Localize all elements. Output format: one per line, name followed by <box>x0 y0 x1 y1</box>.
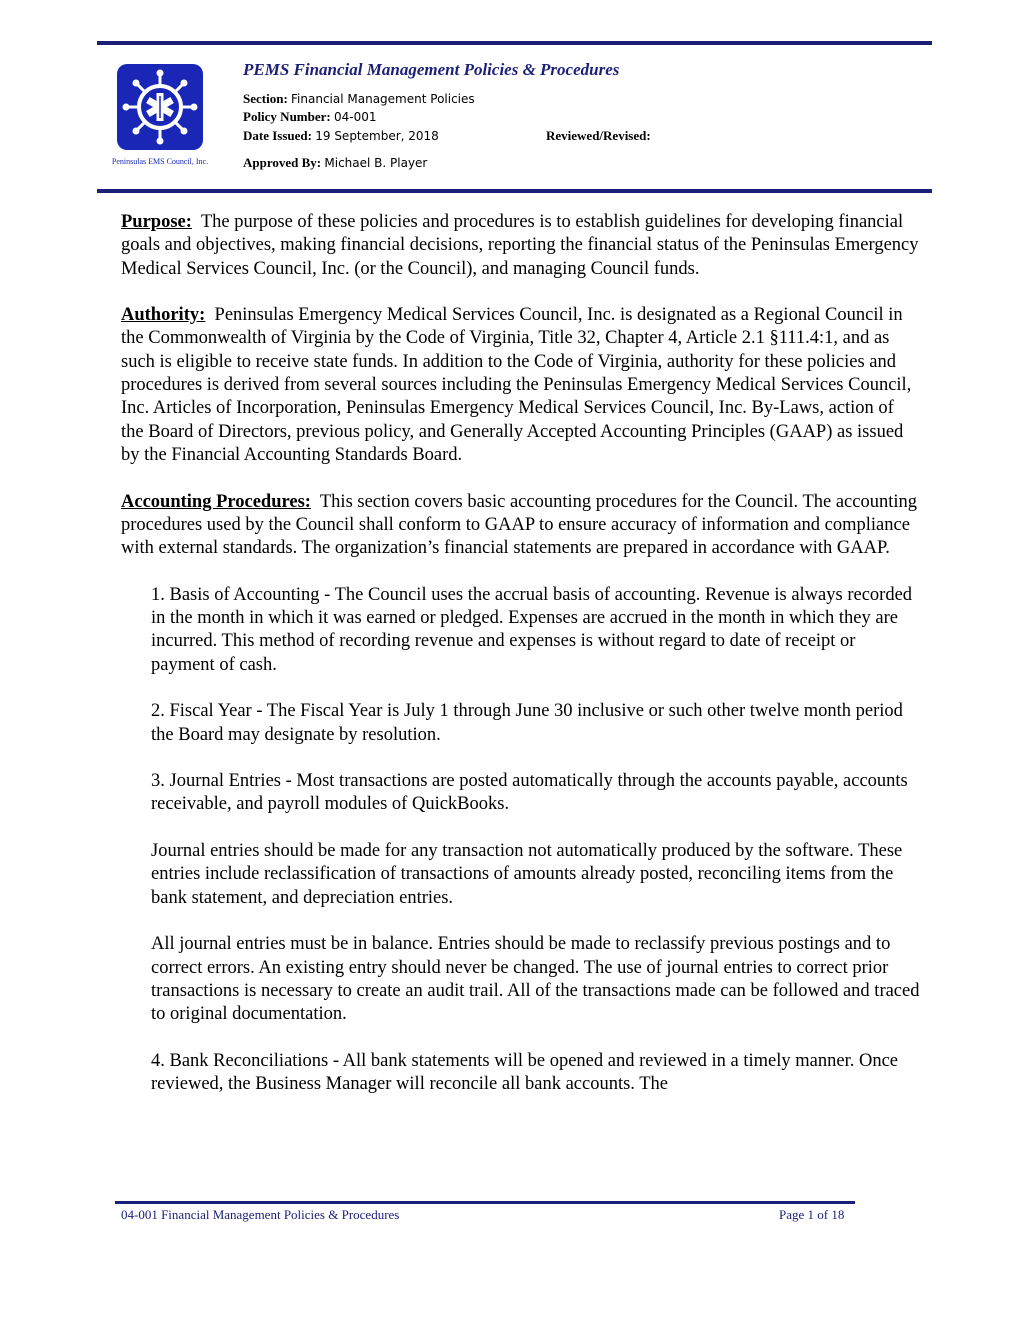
authority-label: Authority: <box>121 305 206 326</box>
document-title: PEMS Financial Management Policies & Procedures <box>243 60 620 79</box>
date-issued-line <box>243 128 439 144</box>
logo-caption: Peninsulas EMS Council, Inc. <box>111 157 209 166</box>
approved-by-label: Approved By: <box>243 155 322 170</box>
journal-entries-paragraph: Journal entries should be made for any transaction not automatically produced by the software. These entries include reclassification of transactions of amounts already posted, reconciling items from the bank statement, and depreciation entries. <box>151 841 903 908</box>
document-body <box>121 211 921 1120</box>
item-fiscal-year: 2. Fiscal Year - The Fiscal Year is July 1 through June 30 inclusive or such other twelve month period the Board may designate by resolution. <box>151 701 903 745</box>
journal-balance-paragraph: All journal entries must be in balance. Entries should be made to reclassify previous postings and to correct errors. An existing entry should never be changed. The use of journal entries to correct prior transactions is necessary to create an audit trail. All of the transactions made can be followed and traced to original documentation. <box>151 934 920 1025</box>
date-issued-label: Date Issued: <box>243 128 312 143</box>
header-top-rule <box>97 41 932 45</box>
section-label: Section: <box>243 91 288 106</box>
accounting-paragraph <box>121 491 921 561</box>
approved-by-value: Michael B. Player <box>324 156 428 170</box>
item-journal-entries: 3. Journal Entries - Most transactions are posted automatically through the accounts payable, accounts receivable, and payroll modules of QuickBooks. <box>151 771 908 815</box>
footer-document-title: 04-001 Financial Management Policies & Procedures <box>121 1207 400 1222</box>
accounting-text: This section covers basic accounting procedures for the Council. The accounting procedures used by the Council shall conform to GAAP to ensure accuracy of information and compliance with external standards. The organization’s financial statements are prepared in accordance with GAAP. <box>121 491 917 559</box>
item-basis-of-accounting: 1. Basis of Accounting - The Council uses the accrual basis of accounting. Revenue is always recorded in the month in which it was earned or pledged. Expenses are accrued in the month in which they are incurred. This method of recording revenue and expenses is without regard to date of receipt or payment of cash. <box>151 584 913 675</box>
policy-number-label: Policy Number: <box>243 109 331 124</box>
purpose-text: The purpose of these policies and procedures is to establish guidelines for developing financial goals and objectives, making financial decisions, reporting the financial status of the Peninsulas Emergency Medical Services Council, Inc. (or the Council), and managing Council funds. <box>121 212 919 279</box>
authority-text: Peninsulas Emergency Medical Services Council, Inc. is designated as a Regional Council in the Commonwealth of Virginia by the Code of Virginia, Title 32, Chapter 4, Article 2.1 §111.4:1, and as such is eligible to receive state funds. In addition to the Code of Virginia, authority for these policies and procedures is derived from several sources including the Peninsulas Emergency Medical Services Council, Inc. Articles of Incorporation, Peninsulas Emergency Medical Services Council, Inc. By-Laws, action of the Board of Directors, previous policy, and Generally Accepted Accounting Principles (GAAP) as issued by the Financial Accounting Standards Board. <box>121 305 912 465</box>
approved-by-line <box>243 155 427 171</box>
reviewed-revised-label: Reviewed/Revised: <box>546 128 651 143</box>
ships-wheel-star-of-life-icon <box>117 64 203 150</box>
authority-paragraph <box>121 304 921 467</box>
footer-page-number: Page 1 of 18 <box>779 1207 845 1222</box>
policy-number-value: 04-001 <box>333 110 377 124</box>
council-logo <box>117 64 203 150</box>
purpose-paragraph <box>121 211 921 281</box>
section-value: Financial Management Policies <box>291 92 475 106</box>
accounting-label: Accounting Procedures: <box>121 491 311 512</box>
policy-number-line <box>243 109 377 125</box>
purpose-label: Purpose: <box>121 212 192 232</box>
footer-rule <box>115 1201 855 1204</box>
date-issued-value: 19 September, 2018 <box>315 129 439 143</box>
section-line <box>243 91 475 107</box>
header-bottom-rule <box>97 189 932 193</box>
item-bank-reconciliations: 4. Bank Reconciliations - All bank statements will be opened and reviewed in a timely manner. Once reviewed, the Business Manager will reconcile all bank accounts. The <box>151 1050 898 1094</box>
